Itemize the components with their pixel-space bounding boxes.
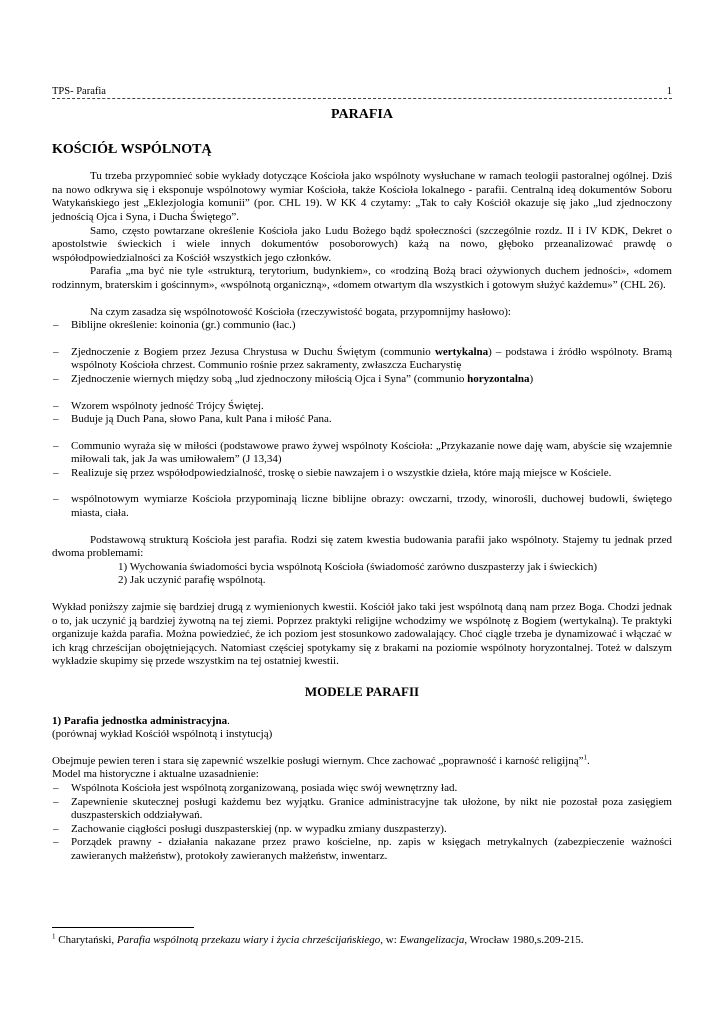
problems-list <box>52 561 672 588</box>
intro-paragraph-4: Na czym zasadza się wspólnotowość Kościoła (rzeczywistość bogata, przypomnijmy hasłowo): <box>90 305 511 318</box>
list-item: – Porządek prawny - działania nakazane przez prawo kościelne, np. zapis w księgach metrykalnych (zabezpieczenie ważności zawieranych małżeństw), protokoły zawieranych małżeństw, inwentarz. <box>52 836 672 863</box>
running-header <box>52 86 672 97</box>
list-item: – Buduje ją Duch Pana, słowo Pana, kult Pana i miłość Pana. <box>52 413 672 427</box>
model-1-description: Obejmuje pewien teren i stara się zapewnić wszelkie posługi wiernym. Chce zachować „poprawność i karność religijną”$^1$. <box>52 753 590 767</box>
communion-list <box>52 319 672 521</box>
header-title: TPS- Parafia <box>52 86 106 97</box>
list-item: – Biblijne określenie: koinonia (gr.) communio (łac.) <box>52 319 672 333</box>
list-item: – Zjednoczenie z Bogiem przez Jezusa Chrystusa w Duchu Świętym (communio wertykalna) – podstawa i źródło wspólnoty. Bramą wspólnoty Kościoła chrzest. Communio rośnie przez sakramenty, zwłaszcza Eucharystię <box>52 346 672 373</box>
model-1-subtitle: (porównaj wykład Kościół wspólnotą i instytucją) <box>52 728 273 741</box>
list-item: 1) Wychowania świadomości bycia wspólnotą Kościoła (świadomość zarówno duszpasterzy jak i świeckich) <box>118 560 598 573</box>
list-item: – Wspólnota Kościoła jest wspólnotą zorganizowaną, posiada więc swój wewnętrzny ład. <box>52 782 672 796</box>
emphasis-horizontal: horyzontalna <box>467 372 530 385</box>
footnote: $^1$ Charytański, Parafia wspólnotą przekazu wiary i życia chrześcijańskiego, w: Ewangelizacja, Wrocław 1980,s.209-215. <box>52 932 584 946</box>
models-heading: MODELE PARAFII <box>304 684 420 699</box>
intro-paragraph-3: Parafia „ma być nie tyle «strukturą, terytorium, budynkiem», co «rodziną Bożą braci ożywionych duchem jedności», «domem rodzinnym, braterskim i gościnnym», «wspólnotą organiczną», «domem otwartym dla wszystkich i gotowym służyć każdemu»” (CHL 26). <box>52 265 672 291</box>
list-item: – Wzorem wspólnoty jedność Trójcy Świętej. <box>52 400 672 414</box>
list-item: 2) Jak uczynić parafię wspólnotą. <box>118 574 266 587</box>
list-item: – Communio wyraża się w miłości (podstawowe prawo żywej wspólnoty Kościoła: „Przykazanie nowe daję wam, abyście się wzajemnie miłowali tak, jak Ja was umiłowałem” (J 13,34) <box>52 440 672 467</box>
footnote-rule <box>52 927 194 928</box>
problems-intro: Podstawową strukturą Kościoła jest parafia. Rodzi się zatem kwestia budowania parafii jako wspólnoty. Stajemy tu jednak przed dwoma problemami: <box>52 533 672 560</box>
lecture-paragraph: Wykład poniższy zajmie się bardziej drugą z wymienionych kwestii. Kościół jako taki jest wspólnotą daną nam przez Boga. Chodzi jednak o to, jak uczynić ją bardziej żywotną na tej ziemi. Poprzez praktyki religijne wchodzimy we wspólnotę z Bogiem (wertykalną). Te praktyki organizuje każda parafia. Można powiedzieć, że ich poziom jest stosunkowo zadowalający. Choć ciągle trzeba je dynamizować i włączać w ich krąg chrześcijan obojętniejących. Natomiast częściej spotykamy się z brakami na poziomie wspólnoty horyzontalnej. Toteż w dalszym wykładzie skupimy się przede wszystkim na tej ostatniej kwestii. <box>52 601 672 668</box>
list-item: – wspólnotowym wymiarze Kościoła przypominają liczne biblijne obrazy: owczarni, trzody, winorośli, duchowej budowli, świętego miasta, ciała. <box>52 493 672 520</box>
footnote-source: Ewangelizacja <box>399 934 465 946</box>
footnote-mark: 1 <box>52 932 56 941</box>
list-item: – Realizuje się przez współodpowiedzialność, troskę o siebie nawzajem i o wszystkie dzieła, które mają miejsce w Kościele. <box>52 467 672 481</box>
document-title: PARAFIA <box>331 107 393 122</box>
model-1-basis: Model ma historyczne i aktualne uzasadnienie: <box>52 768 259 781</box>
footnote-reference[interactable]: 1 <box>583 753 587 762</box>
emphasis-vertical: wertykalna <box>434 345 489 358</box>
model-1-heading: 1) Parafia jednostka administracyjna. <box>52 714 230 727</box>
section-heading: KOŚCIÓŁ WSPÓLNOTĄ <box>52 141 212 157</box>
model-1-list <box>52 782 672 864</box>
list-item: – Zachowanie ciągłości posługi duszpasterskiej (np. w wypadku zmiany duszpasterzy). <box>52 823 672 837</box>
intro-paragraph-1: Tu trzeba przypomnieć sobie wykłady dotyczące Kościoła jako wspólnoty wysłuchane w ramach teologii pastoralnej ogólnej. Dziś na nowo odkrywa się i eksponuje wspólnotowy wymiar Kościoła, także Kościoła lokalnego - parafii. Centralną ideą dokumentów Soboru Watykańskiego jest „Eklezjologia komunii” (por. CHL 19). W KK 4 czytamy: „Tak to cały Kościół okazuje się jako „lud zjednoczony jednością Ojca i Syna, i Ducha Świętego”. <box>52 170 672 223</box>
intro-paragraph-2: Samo, często powtarzane określenie Kościoła jako Ludu Bożego bądź społeczności (szczególnie rozdz. II i IV KDK, Dekret o apostolstwie świeckich i wiele innych dokumentów posoborowych) każą na nowo, głęboko przeanalizować prawdę o współodpowiedzialności za Kościół wszystkich jego członków. <box>52 224 672 264</box>
list-item: – Zapewnienie skutecznej posługi każdemu bez wyjątku. Granice administracyjne tak ułożone, by nikt nie pozostał poza zasięgiem duszpasterskich oddziaływań. <box>52 796 672 823</box>
header-divider <box>52 98 672 99</box>
list-item: – Zjednoczenie wiernych między sobą „lud zjednoczony miłością Ojca i Syna” (communio horyzontalna) <box>52 373 672 387</box>
footnote-title: Parafia wspólnotą przekazu wiary i życia chrześcijańskiego <box>116 934 381 946</box>
document-body <box>52 108 672 864</box>
page-number: 1 <box>666 86 672 97</box>
